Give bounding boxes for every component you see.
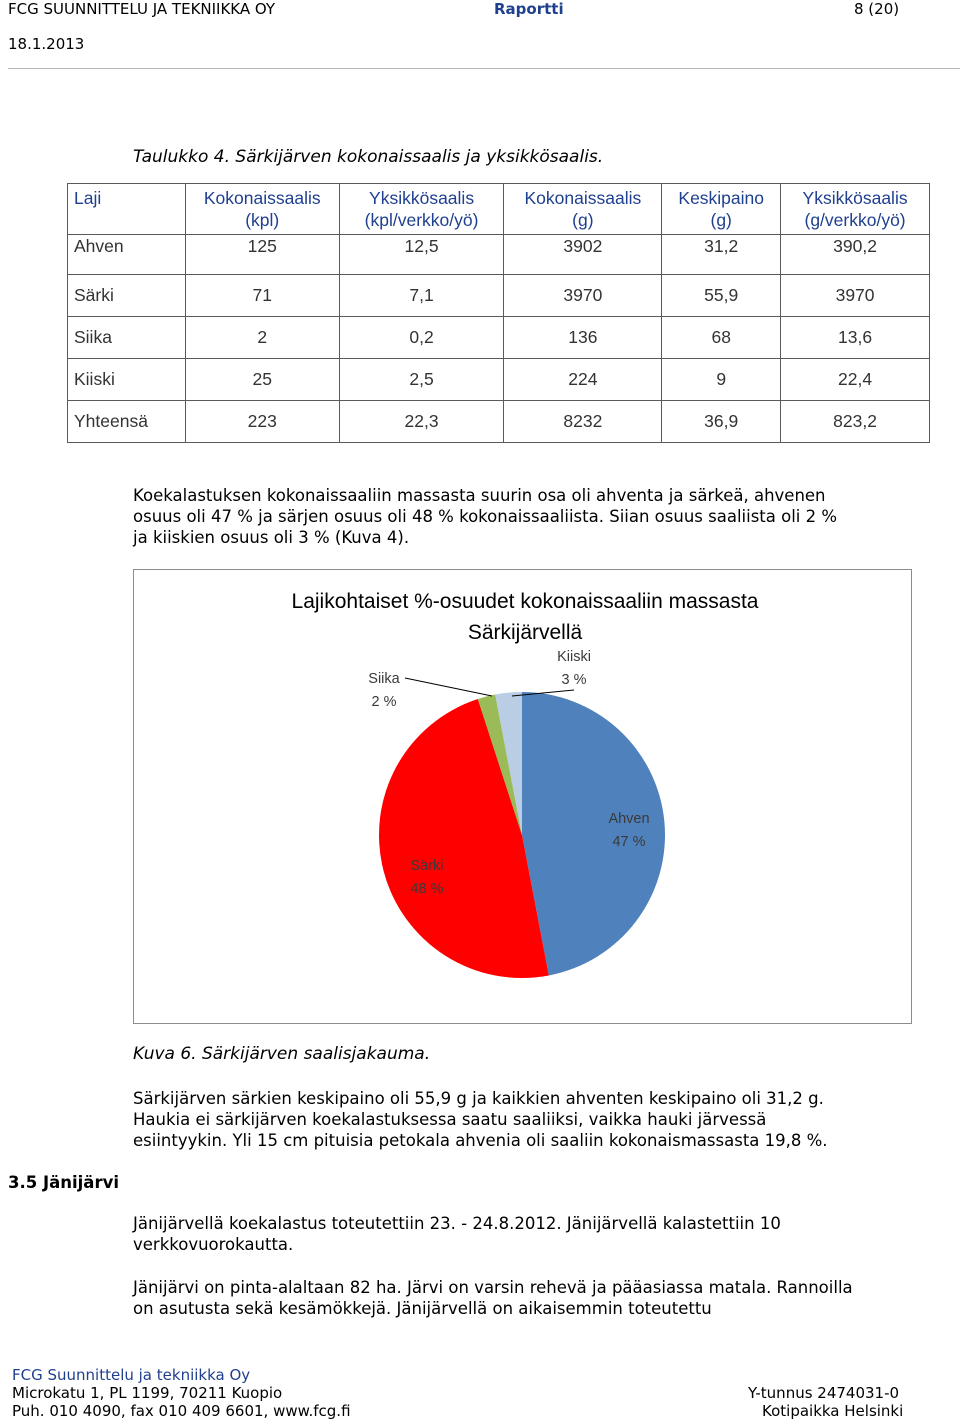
table-row [68, 359, 930, 401]
header-cell: Kokonaissaalis (g) [504, 184, 662, 235]
chart-title-line-1: Lajikohtaiset %-osuudet kokonaissaaliin massasta [291, 590, 759, 613]
header-cell: Laji [68, 184, 186, 235]
slice-label-kiiski-value: 3 % [561, 672, 587, 688]
table-header-row [68, 184, 930, 235]
header-page-number: 8 (20) [854, 0, 900, 18]
table-cell: 8232 [504, 401, 662, 443]
table-cell: 55,9 [662, 275, 781, 317]
table-total-row [68, 401, 930, 443]
table-cell: 0,2 [339, 317, 504, 359]
table-cell: 68 [662, 317, 781, 359]
footer-contact: Puh. 010 4090, fax 010 409 6601, www.fcg.fi [12, 1402, 351, 1420]
pie-chart-svg [134, 570, 911, 1023]
pie-chart [133, 569, 912, 1024]
table-cell: 125 [185, 235, 339, 275]
table-cell: Yhteensä [68, 401, 186, 443]
slice-label-siika-name: Siika [368, 671, 400, 687]
footer-business-id: Y-tunnus 2474031-0 [748, 1384, 900, 1402]
slice-label-sarki-name: Särki [410, 858, 444, 874]
table-caption: Taulukko 4. Särkijärven kokonaissaalis ja yksikkösaalis. [133, 147, 604, 167]
footer-domicile: Kotipaikka Helsinki [762, 1402, 904, 1420]
header-cell: Yksikkösaalis (kpl/verkko/yö) [339, 184, 504, 235]
table-row [68, 235, 930, 275]
slice-label-ahven-name: Ahven [608, 811, 650, 827]
table-cell: 25 [185, 359, 339, 401]
chart-title-line-2: Särkijärvellä [467, 621, 583, 644]
table-cell: 22,3 [339, 401, 504, 443]
header-doc-type: Raportti [494, 0, 564, 18]
slice-label-ahven-value: 47 % [612, 834, 646, 850]
table-cell: 823,2 [781, 401, 930, 443]
table-cell: 36,9 [662, 401, 781, 443]
paragraph-janijarvi-fishing: Jänijärvellä koekalastus toteutettiin 23. - 24.8.2012. Jänijärvellä kalastettiin 10 verkkovuorokautta. [133, 1214, 781, 1254]
table-cell: 136 [504, 317, 662, 359]
table-cell: 9 [662, 359, 781, 401]
table-cell: 71 [185, 275, 339, 317]
table-cell: 3902 [504, 235, 662, 275]
section-heading: 3.5 Jänijärvi [8, 1173, 119, 1192]
table-cell: 2,5 [339, 359, 504, 401]
table-cell: 12,5 [339, 235, 504, 275]
header-cell: Yksikkösaalis (g/verkko/yö) [781, 184, 930, 235]
table-cell: Särki [68, 275, 186, 317]
slice-label-kiiski-name: Kiiski [557, 649, 591, 665]
table-cell: Ahven [68, 235, 186, 275]
slice-label-sarki-value: 48 % [410, 881, 444, 897]
table-cell: Siika [68, 317, 186, 359]
footer-address: Microkatu 1, PL 1199, 70211 Kuopio [12, 1384, 283, 1402]
header-company: FCG SUUNNITTELU JA TEKNIIKKA OY [8, 0, 276, 18]
paragraph-catch-share: Koekalastuksen kokonaissaaliin massasta suurin osa oli ahventa ja särkeä, ahvenen osuus oli 47 % ja särjen osuus oli 48 % kokonaissaaliista. Siian osuus saaliista oli 2 % ja kiiskien osuus oli 3 % (Kuva 4). [133, 486, 838, 547]
table-cell: 3970 [781, 275, 930, 317]
table-cell: 2 [185, 317, 339, 359]
header-cell: Keskipaino (g) [662, 184, 781, 235]
catch-table [67, 183, 930, 443]
table-cell: 223 [185, 401, 339, 443]
table-cell: Kiiski [68, 359, 186, 401]
table-cell: 7,1 [339, 275, 504, 317]
paragraph-average-weights: Särkijärven särkien keskipaino oli 55,9 g ja kaikkien ahventen keskipaino oli 31,2 g. Haukia ei särkijärven koekalastuksessa saatu saaliiksi, vaikka hauki järvessä esiintyykin. Yli 15 cm pituisia petokala ahvenia oli saaliin kokonaismassasta 19,8 %. [133, 1089, 828, 1150]
table-cell: 224 [504, 359, 662, 401]
footer-company: FCG Suunnittelu ja tekniikka Oy [12, 1366, 251, 1384]
table-cell: 390,2 [781, 235, 930, 275]
table-cell: 22,4 [781, 359, 930, 401]
table-cell: 3970 [504, 275, 662, 317]
table-row [68, 275, 930, 317]
figure-caption: Kuva 6. Särkijärven saalisjakauma. [133, 1044, 431, 1064]
table-cell: 31,2 [662, 235, 781, 275]
table-cell: 13,6 [781, 317, 930, 359]
slice-label-siika-value: 2 % [371, 694, 397, 710]
header-divider [8, 68, 960, 69]
header-cell: Kokonaissaalis (kpl) [185, 184, 339, 235]
header-date: 18.1.2013 [8, 35, 85, 53]
table-row [68, 317, 930, 359]
paragraph-janijarvi-description: Jänijärvi on pinta-alaltaan 82 ha. Järvi on varsin rehevä ja pääasiassa matala. Rannoilla on asutusta sekä kesämökkejä. Jänijärvellä on aikaisemmin toteutettu [133, 1278, 853, 1318]
leader-line-siika [405, 678, 492, 696]
